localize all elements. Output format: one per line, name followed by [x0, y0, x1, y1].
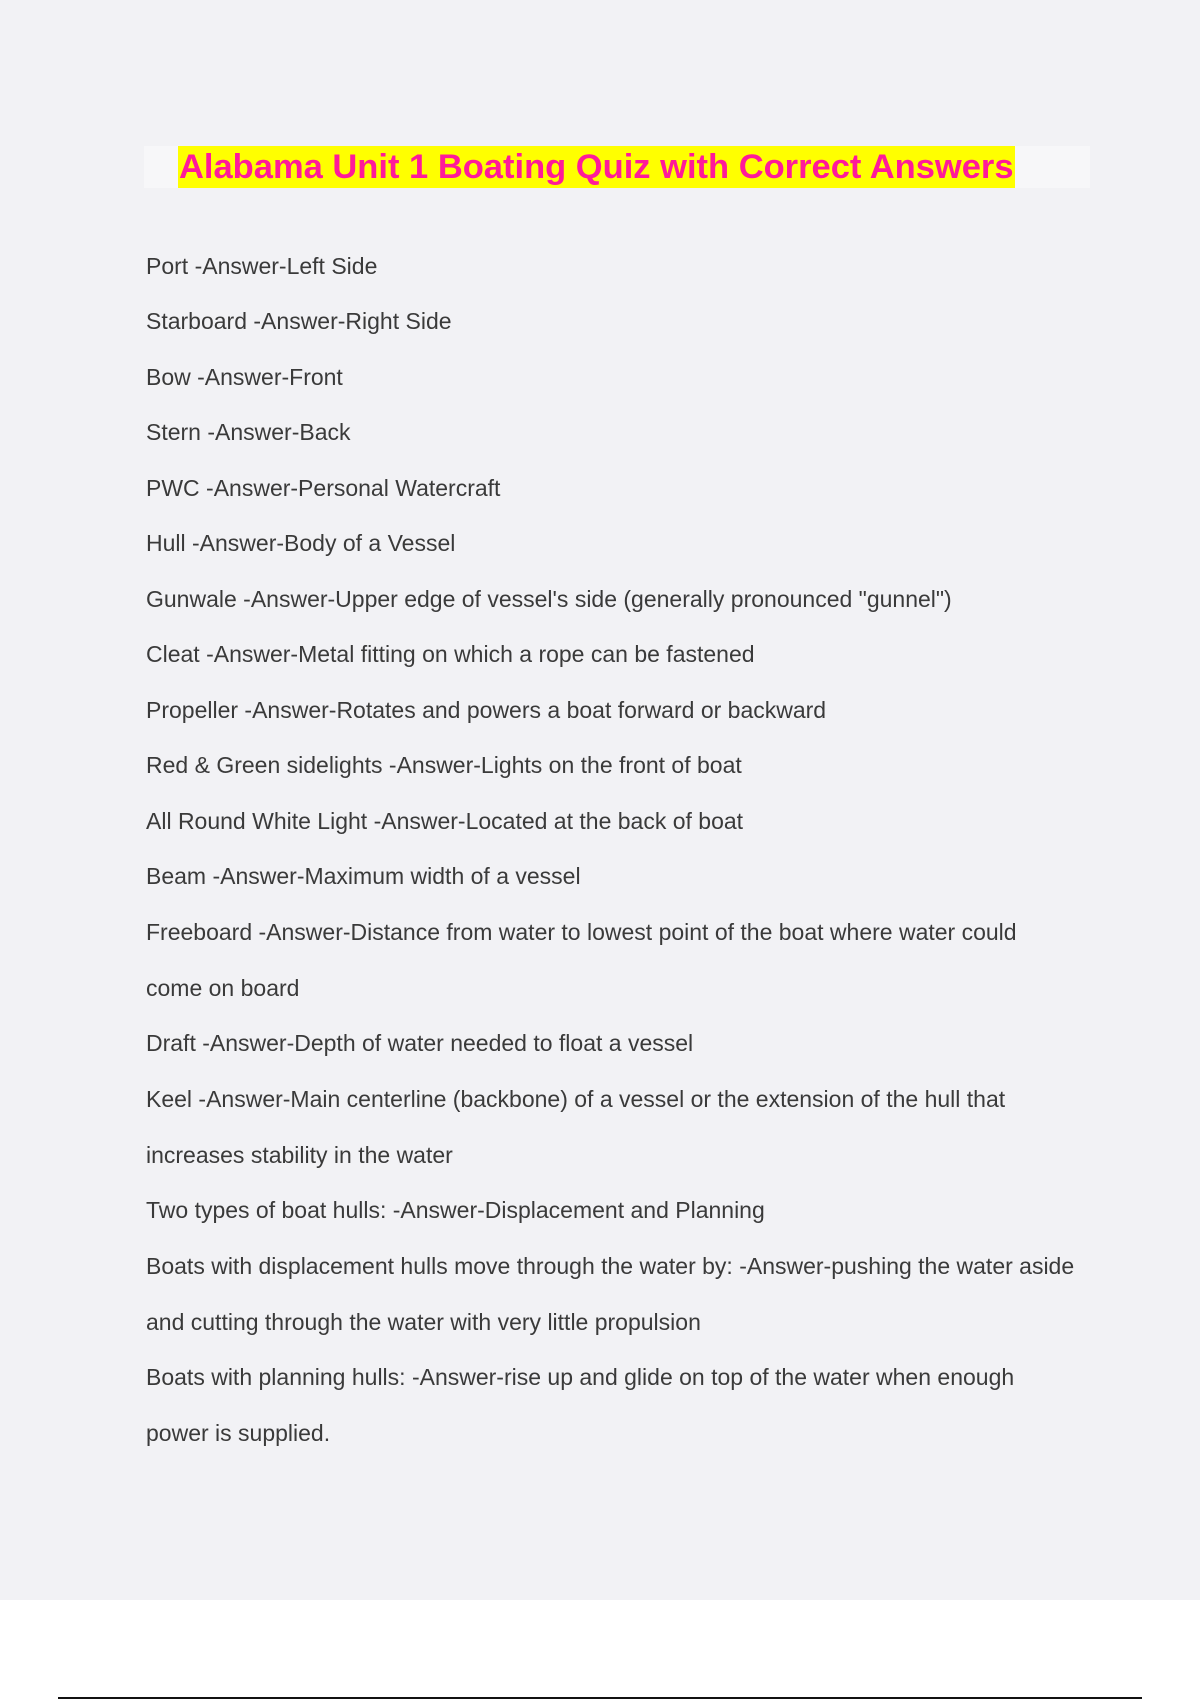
qa-item-keel: Keel -Answer-Main centerline (backbone) of a vessel or the extension of the hull that increases stability in the water	[146, 1085, 1006, 1168]
qa-item-propeller: Propeller -Answer-Rotates and powers a boat forward or backward	[146, 696, 827, 723]
qa-item-stern: Stern -Answer-Back	[146, 419, 351, 445]
qa-item-draft: Draft -Answer-Depth of water needed to float a vessel	[146, 1030, 694, 1056]
qa-item-hull: Hull -Answer-Body of a Vessel	[146, 530, 456, 556]
qa-item-cleat: Cleat -Answer-Metal fitting on which a rope can be fastened	[146, 641, 755, 667]
qa-item-beam: Beam -Answer-Maximum width of a vessel	[146, 863, 581, 889]
qa-item-starboard: Starboard -Answer-Right Side	[146, 308, 452, 334]
qa-item-gunwale: Gunwale -Answer-Upper edge of vessel's side (generally pronounced "gunnel")	[146, 585, 952, 612]
qa-item-all-round-white-light: All Round White Light -Answer-Located at the back of boat	[146, 807, 744, 834]
qa-item-hull-types: Two types of boat hulls: -Answer-Displacement and Planning	[146, 1197, 765, 1223]
qa-item-port: Port -Answer-Left Side	[146, 252, 378, 279]
qa-list	[146, 238, 1076, 1461]
document-title: Alabama Unit 1 Boating Quiz with Correct Answers	[179, 148, 1014, 186]
qa-item-freeboard: Freeboard -Answer-Distance from water to lowest point of the boat where water could come on board	[146, 918, 1017, 1001]
qa-item-bow: Bow -Answer-Front	[146, 363, 343, 390]
footer-divider	[58, 1697, 1142, 1699]
qa-item-sidelights: Red & Green sidelights -Answer-Lights on the front of boat	[146, 752, 742, 778]
qa-item-pwc: PWC -Answer-Personal Watercraft	[146, 474, 501, 501]
qa-item-displacement-hulls: Boats with displacement hulls move through the water by: -Answer-pushing the water aside and cutting through the water with very little propulsion	[146, 1252, 1075, 1335]
qa-item-planning-hulls: Boats with planning hulls: -Answer-rise up and glide on top of the water when enough power is supplied.	[146, 1364, 1015, 1446]
